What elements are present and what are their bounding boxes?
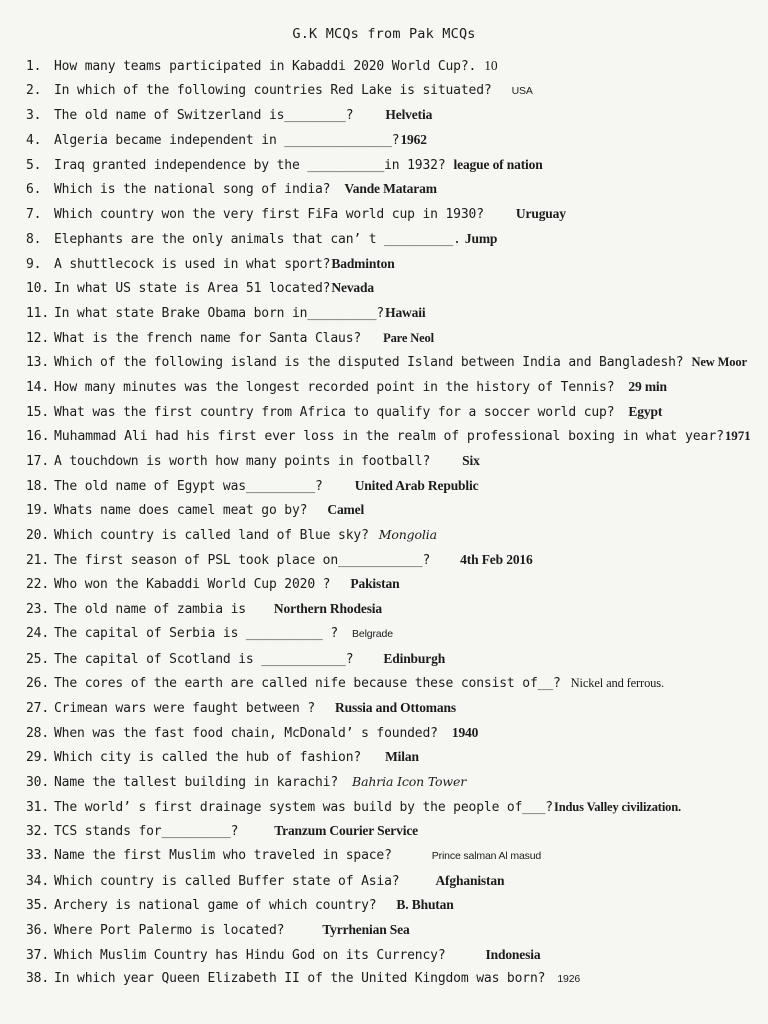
answer-text: Badminton: [331, 255, 395, 271]
question-text: The old name of zambia is: [54, 602, 246, 618]
question-text: Which country is called land of Blue sky?: [54, 528, 369, 544]
question-text: The old name of Egypt was_________?: [54, 478, 323, 494]
question-text: Which city is called the hub of fashion?: [54, 750, 362, 766]
answer-text: Prince salman Al masud: [431, 850, 542, 862]
question-text: Which country is called Buffer state of Asia?: [54, 873, 400, 889]
answer-text: 1940: [451, 724, 479, 740]
question-row: [26, 276, 756, 301]
question-text: Elephants are the only animals that can’ t _________.: [54, 231, 461, 247]
page-title: G.K MCQs from Pak MCQs: [292, 26, 476, 42]
question-text: Iraq granted independence by the __________in 1932?: [54, 157, 446, 173]
question-number: 27.: [26, 700, 50, 716]
question-number: 2.: [26, 82, 42, 98]
question-row: [26, 893, 756, 918]
question-row: [26, 721, 756, 746]
question-text: What was the first country from Africa to qualify for a soccer world cup?: [54, 404, 615, 420]
question-number: 15.: [26, 404, 50, 420]
question-row: [26, 400, 756, 425]
question-number: 10.: [26, 281, 50, 297]
answer-text: Uruguay: [515, 206, 566, 222]
answer-text: 1926: [557, 973, 581, 986]
question-text: Whats name does camel meat go by?: [54, 503, 308, 519]
question-number: 28.: [26, 725, 50, 741]
question-row: [26, 474, 756, 499]
question-number: 9.: [26, 256, 42, 272]
answer-text: Afghanistan: [435, 872, 505, 888]
answer-text: Milan: [385, 749, 419, 765]
answer-text: Northern Rhodesia: [273, 601, 382, 617]
answer-text: Tyrrhenian Sea: [322, 922, 410, 938]
question-row: [26, 177, 756, 202]
question-row: [26, 844, 756, 869]
question-number: 1.: [26, 59, 42, 74]
answer-text: league of nation: [453, 156, 543, 172]
answer-text: Nevada: [331, 280, 374, 296]
answer-text: Six: [462, 453, 480, 468]
question-text: How many minutes was the longest recorded point in the history of Tennis?: [54, 379, 615, 395]
question-row: [26, 819, 756, 844]
question-number: 26.: [26, 676, 50, 692]
question-text: Name the tallest building in karachi?: [54, 774, 339, 790]
question-text: Algeria became independent in ______________?: [54, 133, 400, 149]
answer-text: New Moor: [691, 355, 747, 370]
question-row: [26, 449, 756, 474]
question-list: [26, 54, 756, 992]
answer-text: Pakistan: [350, 576, 400, 592]
question-text: A touchdown is worth how many points in football?: [54, 454, 431, 469]
question-number: 23.: [26, 602, 50, 618]
answer-text: Vande Mataram: [344, 181, 437, 197]
question-number: 4.: [26, 133, 42, 149]
question-number: 17.: [26, 454, 50, 469]
question-row: [26, 967, 756, 992]
answer-text: Indonesia: [485, 946, 541, 962]
question-text: Who won the Kabaddi World Cup 2020 ?: [54, 577, 331, 593]
question-number: 3.: [26, 108, 42, 124]
answer-text: Bahria Icon Tower: [352, 773, 467, 789]
answer-text: Camel: [327, 502, 365, 518]
question-row: [26, 795, 756, 820]
question-row: [26, 745, 756, 770]
question-row: [26, 103, 756, 128]
answer-text: 1971: [724, 428, 751, 444]
question-text: When was the fast food chain, McDonald’ s founded?: [54, 725, 438, 741]
question-text: Name the first Muslim who traveled in space?: [54, 848, 392, 863]
answer-text: Russia and Ottomans: [335, 699, 456, 715]
question-row: [26, 128, 756, 153]
question-text: Where Port Palermo is located?: [54, 923, 285, 939]
answer-text: Egypt: [628, 403, 663, 419]
question-number: 8.: [26, 231, 42, 247]
answer-text: Jump: [464, 230, 498, 246]
question-row: [26, 597, 756, 622]
answer-text: USA: [511, 84, 533, 97]
question-text: In what state Brake Obama born in_________?: [54, 305, 385, 321]
question-text: In which of the following countries Red Lake is situated?: [54, 82, 492, 98]
question-row: [26, 523, 756, 548]
question-number: 24.: [26, 625, 50, 641]
question-number: 11.: [26, 305, 50, 321]
question-text: Which is the national song of india?: [54, 182, 331, 198]
question-number: 13.: [26, 355, 50, 371]
question-number: 35.: [26, 898, 50, 914]
question-text: The capital of Serbia is __________ ?: [54, 625, 339, 641]
question-text: TCS stands for_________?: [54, 824, 239, 840]
question-text: A shuttlecock is used in what sport?: [54, 256, 331, 272]
answer-text: 1962: [400, 132, 427, 148]
question-number: 18.: [26, 478, 50, 494]
question-number: 16.: [26, 429, 50, 445]
question-number: 32.: [26, 824, 50, 840]
question-row: [26, 918, 756, 943]
answer-text: Tranzum Courier Service: [274, 823, 419, 839]
answer-text: Edinburgh: [383, 650, 446, 666]
answer-text: 4th Feb 2016: [460, 551, 533, 567]
question-number: 34.: [26, 873, 50, 889]
question-row: [26, 301, 756, 326]
question-row: [26, 869, 756, 894]
question-text: Crimean wars were faught between ?: [54, 700, 316, 716]
question-number: 6.: [26, 182, 42, 198]
question-number: 12.: [26, 330, 50, 346]
question-number: 5.: [26, 157, 42, 173]
answer-text: Pare Neol: [383, 330, 434, 345]
question-row: [26, 770, 756, 795]
question-text: Which Muslim Country has Hindu God on its Currency?: [54, 947, 446, 963]
question-text: What is the french name for Santa Claus?: [54, 330, 362, 346]
question-number: 38.: [26, 971, 50, 987]
question-row: [26, 696, 756, 721]
answer-text: Nickel and ferrous.: [570, 676, 664, 691]
question-text: The cores of the earth are called nife because these consist of__?: [54, 676, 561, 692]
question-number: 14.: [26, 379, 50, 395]
question-row: [26, 622, 756, 647]
question-row: [26, 79, 756, 104]
answer-text: United Arab Republic: [354, 477, 479, 493]
question-number: 33.: [26, 848, 50, 863]
question-text: In what US state is Area 51 located?: [54, 281, 331, 297]
question-text: Which country won the very first FiFa world cup in 1930?: [54, 207, 484, 223]
question-number: 36.: [26, 923, 50, 939]
question-number: 31.: [26, 799, 50, 815]
question-number: 7.: [26, 207, 42, 223]
question-row: [26, 943, 756, 968]
answer-text: Indus Valley civilization.: [553, 799, 682, 814]
question-number: 20.: [26, 528, 50, 544]
question-text: Which of the following island is the disputed Island between India and Bangladesh?: [54, 355, 684, 371]
question-row: [26, 424, 756, 449]
question-number: 22.: [26, 577, 50, 593]
question-row: [26, 252, 756, 277]
question-row: [26, 350, 756, 375]
question-number: 29.: [26, 750, 50, 766]
answer-text: 10: [484, 58, 498, 73]
question-row: [26, 227, 756, 252]
question-text: The first season of PSL took place on___________?: [54, 552, 431, 568]
question-text: Archery is national game of which country?: [54, 898, 377, 914]
answer-text: Helvetia: [385, 107, 433, 123]
question-number: 30.: [26, 774, 50, 790]
question-text: How many teams participated in Kabaddi 2020 World Cup?.: [54, 59, 477, 74]
answer-text: Mongolia: [378, 527, 437, 543]
question-number: 37.: [26, 947, 50, 963]
question-row: [26, 671, 756, 696]
question-row: [26, 326, 756, 351]
question-number: 21.: [26, 552, 50, 568]
answer-text: B. Bhutan: [396, 897, 454, 913]
answer-text: Hawaii: [385, 304, 426, 320]
question-number: 25.: [26, 651, 50, 667]
question-text: Muhammad Ali had his first ever loss in the realm of professional boxing in what year?: [54, 429, 724, 445]
question-number: 19.: [26, 503, 50, 519]
answer-text: Belgrade: [352, 627, 393, 640]
question-row: [26, 54, 756, 79]
question-row: [26, 153, 756, 178]
question-row: [26, 572, 756, 597]
question-row: [26, 548, 756, 573]
question-text: The world’ s first drainage system was build by the people of___?: [54, 799, 553, 815]
question-row: [26, 375, 756, 400]
question-text: The capital of Scotland is ___________?: [54, 651, 354, 667]
answer-text: 29 min: [628, 378, 667, 394]
question-row: [26, 202, 756, 227]
question-row: [26, 647, 756, 672]
question-text: In which year Queen Elizabeth II of the United Kingdom was born?: [54, 971, 546, 987]
question-row: [26, 498, 756, 523]
question-text: The old name of Switzerland is________?: [54, 108, 354, 124]
